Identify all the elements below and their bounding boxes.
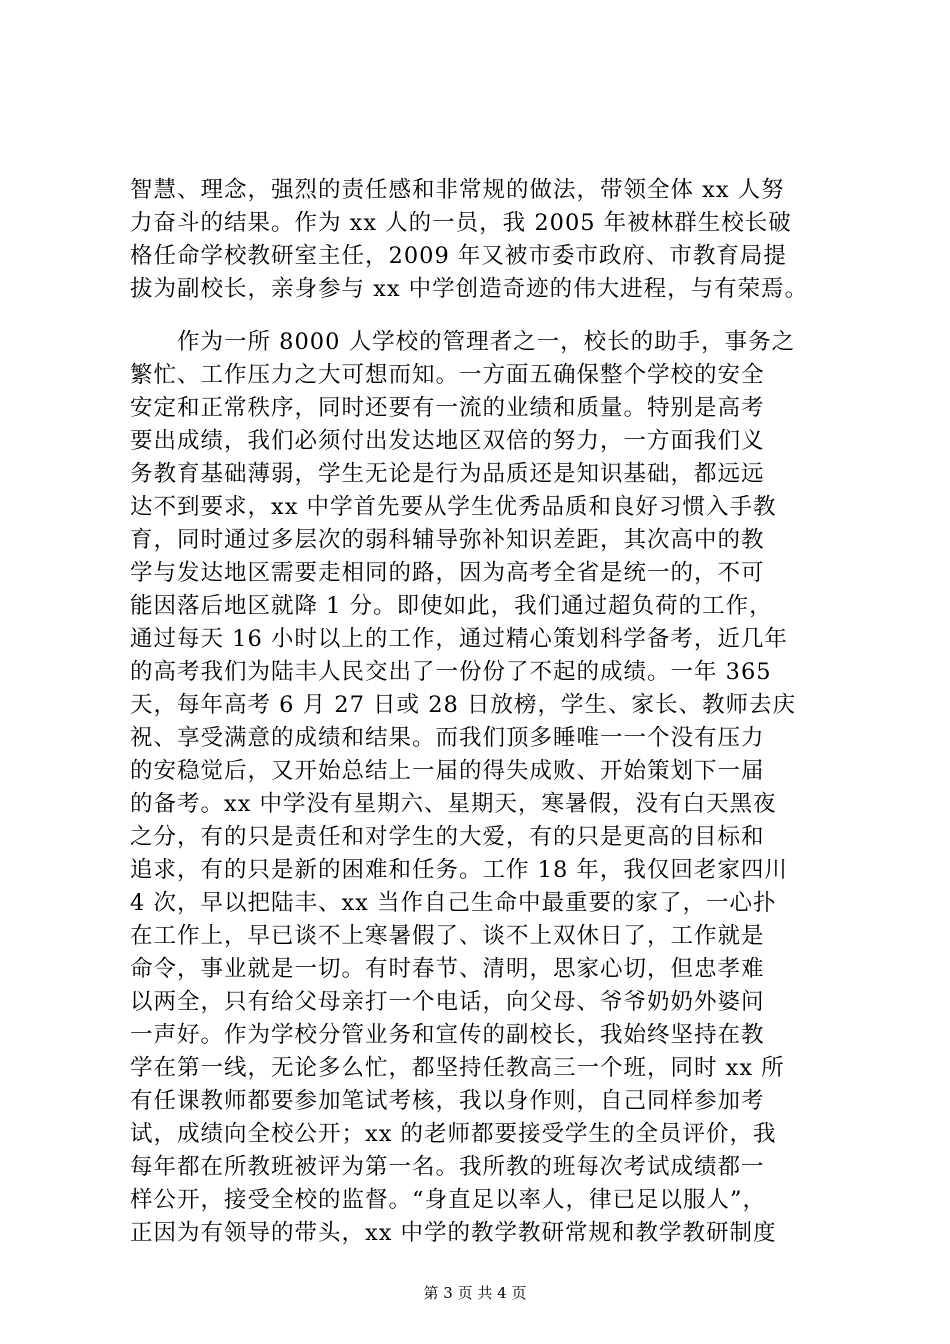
text-line: 命令，事业就是一切。有时春节、清明，思家心切，但忠孝难 xyxy=(130,956,765,982)
text-line: 格任命学校教研室主任，2009 年又被市委市政府、市教育局提 xyxy=(130,243,787,269)
text-line: 每年都在所教班被评为第一名。我所教的班每次考试成绩都一 xyxy=(130,1154,765,1180)
text-line: 的备考。xx 中学没有星期六、星期天，寒暑假，没有白天黑夜 xyxy=(130,791,777,817)
text-line: 4 次，早以把陆丰、xx 当作自己生命中最重要的家了，一心扑 xyxy=(130,890,777,916)
text-line: 繁忙、工作压力之大可想而知。一方面五确保整个学校的安全 xyxy=(130,362,765,388)
text-line: 试，成绩向全校公开；xx 的老师都要接受学生的全员评价，我 xyxy=(130,1121,777,1147)
text-line: 拔为副校长，亲身参与 xx 中学创造奇迹的伟大进程，与有荣焉。 xyxy=(130,276,809,302)
text-line: 以两全，只有给父母亲打一个电话，向父母、爷爷奶奶外婆问 xyxy=(130,989,765,1015)
text-line: 正因为有领导的带头，xx 中学的教学教研常规和教学教研制度 xyxy=(130,1220,777,1246)
text-line: 达不到要求，xx 中学首先要从学生优秀品质和良好习惯入手教 xyxy=(130,494,777,520)
paragraph-2 xyxy=(130,326,830,1250)
text-line: 天，每年高考 6 月 27 日或 28 日放榜，学生、家长、教师去庆 xyxy=(130,692,796,718)
text-line: 有任课教师都要参加笔试考核，我以身作则，自己同样参加考 xyxy=(130,1088,765,1114)
text-line: 能因落后地区就降 1 分。即使如此，我们通过超负荷的工作， xyxy=(130,593,773,619)
text-line: 通过每天 16 小时以上的工作，通过精心策划科学备考，近几年 xyxy=(130,626,788,652)
text-line: 安定和正常秩序，同时还要有一流的业绩和质量。特别是高考 xyxy=(130,395,765,421)
text-line: 之分，有的只是责任和对学生的大爱，有的只是更高的目标和 xyxy=(130,824,765,850)
text-line: 智慧、理念，强烈的责任感和非常规的做法，带领全体 xx 人努 xyxy=(130,177,785,203)
text-line: 祝、享受满意的成绩和结果。而我们顶多睡唯一一个没有压力 xyxy=(130,725,765,751)
text-line: 学与发达地区需要走相同的路，因为高考全省是统一的，不可 xyxy=(130,560,765,586)
text-line: 的安稳觉后，又开始总结上一届的得失成败、开始策划下一届 xyxy=(130,758,765,784)
text-line: 要出成绩，我们必须付出发达地区双倍的努力，一方面我们义 xyxy=(130,428,765,454)
text-line: 追求，有的只是新的困难和任务。工作 18 年，我仅回老家四川 xyxy=(130,857,788,883)
text-line: 务教育基础薄弱，学生无论是行为品质还是知识基础，都远远 xyxy=(130,461,765,487)
text-line: 作为一所 8000 人学校的管理者之一，校长的助手，事务之 xyxy=(130,329,796,355)
text-line: 力奋斗的结果。作为 xx 人的一员，我 2005 年被林群生校长破 xyxy=(130,210,792,236)
text-line: 育，同时通过多层次的弱科辅导弥补知识差距，其次高中的教 xyxy=(130,527,765,553)
text-line: 样公开，接受全校的监督。“身直足以率人，律已足以服人”， xyxy=(130,1187,767,1213)
text-line: 在工作上，早已谈不上寒暑假了、谈不上双休日了，工作就是 xyxy=(130,923,765,949)
page-footer: 第 3 页 共 4 页 xyxy=(423,1284,527,1302)
text-line: 的高考我们为陆丰人民交出了一份份了不起的成绩。一年 365 xyxy=(130,659,772,685)
paragraph-1 xyxy=(130,174,830,306)
text-line: 学在第一线，无论多么忙，都坚持任教高三一个班，同时 xx 所 xyxy=(130,1055,785,1081)
text-line: 一声好。作为学校分管业务和宣传的副校长，我始终坚持在教 xyxy=(130,1022,765,1048)
